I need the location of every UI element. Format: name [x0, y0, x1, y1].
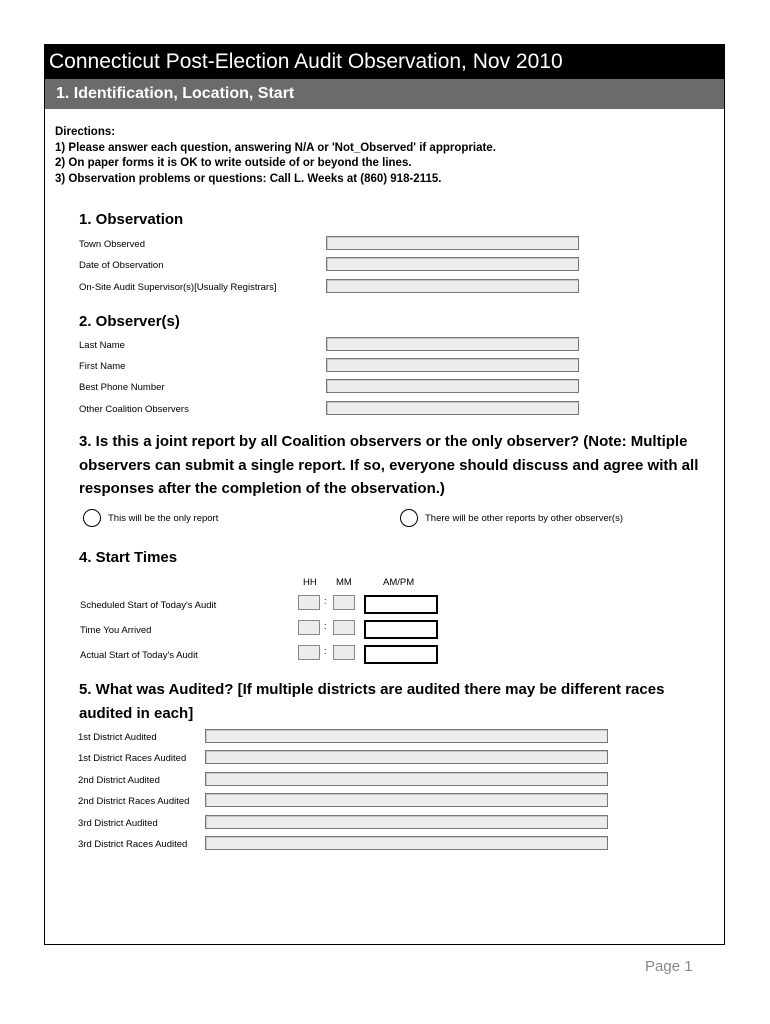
q3-heading: 3. Is this a joint report by all Coalition observers or the only observer? (Note: Multiple observers can submit a single report. If so, everyone should discuss and agree with all responses after the completion of the observation.): [79, 433, 699, 497]
page-number: Page 1: [645, 958, 693, 975]
other-reports-label: There will be other reports by other observer(s): [425, 513, 623, 524]
date-of-observation-label: Date of Observation: [79, 260, 164, 271]
q2-heading: 2. Observer(s): [79, 313, 180, 330]
district-1-races-label: 1st District Races Audited: [78, 753, 187, 764]
district-2-races-label: 2nd District Races Audited: [78, 796, 190, 807]
audit-supervisor-field[interactable]: [326, 279, 579, 293]
other-reports-radio[interactable]: [400, 509, 418, 527]
district-3-races-label: 3rd District Races Audited: [78, 839, 188, 850]
district-2-races-field[interactable]: [205, 793, 608, 807]
district-1-label: 1st District Audited: [78, 732, 157, 743]
only-report-label: This will be the only report: [108, 513, 219, 524]
q4-heading: 4. Start Times: [79, 549, 178, 566]
directions: [55, 125, 496, 187]
time-arrived-label: Time You Arrived: [80, 625, 152, 636]
form-frame: [44, 44, 725, 945]
directions-heading: Directions:: [55, 126, 116, 138]
q5-heading: 5. What was Audited? [If multiple districts are audited there may be different races audited in each]: [79, 681, 665, 722]
first-name-label: First Name: [79, 361, 126, 372]
scheduled-start-ampm[interactable]: [364, 595, 438, 614]
only-report-radio[interactable]: [83, 509, 101, 527]
actual-start-ampm[interactable]: [364, 645, 438, 664]
district-3-field[interactable]: [205, 815, 608, 829]
time-separator: :: [324, 646, 327, 656]
phone-number-label: Best Phone Number: [79, 382, 165, 393]
district-2-field[interactable]: [205, 772, 608, 786]
district-1-field[interactable]: [205, 729, 608, 743]
district-3-races-field[interactable]: [205, 836, 608, 850]
scheduled-start-hh[interactable]: [298, 595, 320, 610]
form-title: Connecticut Post-Election Audit Observation, Nov 2010: [45, 45, 724, 79]
town-observed-label: Town Observed: [79, 239, 146, 250]
ampm-column-label: AM/PM: [383, 577, 415, 588]
actual-start-label: Actual Start of Today's Audit: [80, 650, 198, 661]
hh-column-label: HH: [303, 577, 317, 588]
q1-heading: 1. Observation: [79, 211, 184, 228]
last-name-label: Last Name: [79, 340, 125, 351]
first-name-field[interactable]: [326, 358, 579, 372]
time-arrived-hh[interactable]: [298, 620, 320, 635]
last-name-field[interactable]: [326, 337, 579, 351]
district-3-label: 3rd District Audited: [78, 818, 158, 829]
actual-start-hh[interactable]: [298, 645, 320, 660]
date-of-observation-field[interactable]: [326, 257, 579, 271]
town-observed-field[interactable]: [326, 236, 579, 250]
directions-line: 1) Please answer each question, answering N/A or 'Not_Observed' if appropriate.: [55, 141, 496, 154]
directions-line: 2) On paper forms it is OK to write outside of or beyond the lines.: [55, 157, 412, 170]
time-arrived-mm[interactable]: [333, 620, 355, 635]
phone-number-field[interactable]: [326, 379, 579, 393]
other-observers-field[interactable]: [326, 401, 579, 415]
scheduled-start-mm[interactable]: [333, 595, 355, 610]
directions-line: 3) Observation problems or questions: Call L. Weeks at (860) 918-2115.: [55, 172, 442, 185]
time-arrived-ampm[interactable]: [364, 620, 438, 639]
district-2-label: 2nd District Audited: [78, 775, 160, 786]
other-observers-label: Other Coalition Observers: [79, 404, 189, 415]
district-1-races-field[interactable]: [205, 750, 608, 764]
time-separator: :: [324, 596, 327, 606]
actual-start-mm[interactable]: [333, 645, 355, 660]
section-title: 1. Identification, Location, Start: [45, 79, 724, 109]
mm-column-label: MM: [336, 577, 352, 588]
time-separator: :: [324, 621, 327, 631]
scheduled-start-label: Scheduled Start of Today's Audit: [80, 600, 217, 611]
audit-supervisor-label: On-Site Audit Supervisor(s)[Usually Registrars]: [79, 282, 277, 293]
